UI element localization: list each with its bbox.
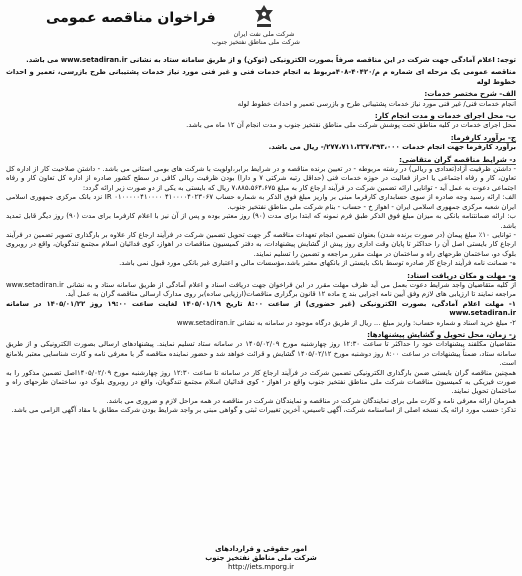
notice-footer bbox=[0, 545, 522, 572]
notice-paragraph: ۲- مبلغ خرید اسناد و شماره حساب: واریز مبلغ ... ریال از طریق درگاه موجود در سامانه به نشانی www.setadiran.ir bbox=[176, 318, 516, 327]
notice-paragraph: همچنین مناقصه گران بایستی ضمن بارگذاری الکترونیکی تضمین شرکت در فرآیند ارجاع کار در سامانه تا ساعت ۱۲:۳۰ روز چهارشنبه مورخ ۱۴۰۵/۰۲/۰۹اصل تضمین مذکور را به صورت فیزیکی به کمیسیون مناقصات شرکت ملی مناطق نفتخیز جنوب واقع در اهواز - کوی فدائیان اسلام مجتمع تندگویان، واقع در روبروی بلوک دو، ساختمان طرحهای راه و ساختمان تحویل نمایند. bbox=[6, 368, 517, 396]
section-heading: ز- زمان، محل تحویل و گشایش پیشنهادها: bbox=[367, 329, 516, 339]
section-heading: و- مهلت و مکان دریافت اسناد: bbox=[407, 270, 516, 280]
notice-paragraph: - داشتن ظرفیت آزاد(تعدادی و ریالی) در رشته مربوطه - در تعیین برنده مناقصه و در شرایط برابر،اولویت با شرکت های بومی استانی می باشد. - داشتن صلاحیت کار از اداره کل تعاون، کار و رفاه اجتماعی یا احراز فعالیت در حوزه خدمات فنی (حداقل رتبه شرکتی ۷ و دارا) بودن ظرفیت ریالی کافی در سطح کشور صادره از اداره کل تعاون کار و رفاه اجتماعی دعوت به عمل آید - توانایی ارائه تضمین شرکت در فرآیند ارجاع کار به مبلغ ۷،۸۸۵،۵۶۴،۶۷۵ ریال که بایستی به یکی از دو صورت زیر ارائه گردد: bbox=[6, 165, 516, 192]
notice-paragraph: متقاضیان مکلفند پیشنهادات خود را حداکثر تا ساعت ۱۲:۳۰ روز چهارشنبه مورخ ۱۴۰۵/۰۲/۰۹ در سامانه ستاد تسلیم نمایند. پیشنهادهای ارسالی بصورت الکترونیکی و از طریق سامانه ستاد، ضمناً پیشنهادات در ساعت ۸:۰۰ روز دوشنبه مورخ ۱۴۰۵/۰۲/۱۲ گشایش و قرائت خواهد شد و حضور نماینده مناقصه گر با معرفی نامه و کارت شناسایی معتبر بلامانع است. bbox=[6, 340, 517, 368]
notice-paragraph: از کلیه متقاضیان واجد شرایط دعوت بعمل می آید ظرف مهلت مقرر در این فراخوان جهت دریافت اسناد و اعلام آمادگی از طریق سامانه ستاد و به نشانی www.setadiran.ir مراجعه نمایند تا ارزیابی های لازم وفق آیین نامه اجرایی بند ج ماده ۱۲ قانون برگزاری مناقصات(ارزیابی ساده)بر روی مدارک ارسالی مناقصه گران به عمل آید. bbox=[6, 280, 516, 299]
section-heading: ب- محل اجرای خدمات و مدت انجام کار: bbox=[374, 111, 516, 121]
logo-caption-1: شرکت ملی نفت ایران bbox=[233, 30, 295, 38]
notice-paragraph: - توانایی ۱۰٪ مبلغ پیمان (در صورت برنده شدن) بعنوان تضمین انجام تعهدات مناقصه گر جهت تحویل تضمین شرکت در فرآیند ارجاع کار علاوه بر بارگذاری تصویر تضمین در فرآیند ارجاع کار بایستی اصل آن را حداکثر تا پایان وقت اداری روز پیش از گشایش پیشنهادات، به دفتر کمیسیون مناقصات در اهواز، کوی فدائیان اسلام مجتمع تندگویان، واقع در روبروی بلوک دو، ساختمان طرحهای راه و ساختمان در مهلت مقرر مراجعه و تضمین را تسلیم نمایند. bbox=[6, 230, 517, 258]
footer-company: شرکت ملی مناطق نفتخیز جنوب bbox=[205, 554, 317, 562]
notice-paragraph: الف: ارائه رسید وجه صادره از سوی حسابداری کارفرما مبنی بر واریز مبلغ فوق الذکر به شماره حساب ۴۱۰۰۰۰۴۰۲۳۰۶۷ IR ۰۱۰۰۰۰۰۴۱۰۰۰۰ نزد بانک مرکزی جمهوری اسلامی ایران شعبه مرکزی جمهوری اسلامی ایران - اهواز خ - حساب - بنام شرکت ملی مناطق نفتخیز جنوب. bbox=[6, 193, 517, 211]
notice-paragraph: برآورد کارفرما جهت انجام خدمات ۲۷۷،۷۱۱،۳۳۷،۳۹۳،۰۰۰/- ریال می باشد. bbox=[268, 143, 516, 152]
logo-caption-2: شرکت ملی مناطق نفتخیز جنوب bbox=[211, 38, 300, 46]
notice-paragraph: انجام خدمات فنی/ غیر فنی مورد نیاز خدمات پشتیبانی طرح و بازرسی تعمیر و احداث خطوط لوله bbox=[237, 99, 516, 108]
notice-paragraph: ۱- مهلت اعلام آمادگی، بصورت الکترونیکی (غیر حضوری) از ساعت ۸:۰۰ تاریخ ۱۴۰۵/۰۱/۱۹ لغایت ساعت ۱۹:۰۰ روز ۱۴۰۵/۰۱/۲۲ در سامانه www.setadiran.ir bbox=[6, 299, 517, 318]
notice-paragraph: ه- ضمانت نامه فرآیند ارجاع کار صادره توسط بانک بایستی از بانکهای معتبر باشد،مؤسسات مالی و اعتباری غیر بانکی مورد قبول نمی باشد. bbox=[119, 259, 516, 268]
notice-paragraph: محل اجرای خدمات در کلیه مناطق تحت پوشش شرکت ملی مناطق نفتخیز جنوب و مدت انجام آن ۱۲ ماه می باشد. bbox=[186, 121, 516, 130]
notice-paragraph: همزمان ارائه معرفی نامه و کارت ملی برای نمایندگان شرکت در مناقصه و نمایندگان شرکت در مناقصه در همه مراحل لازم و ضروری می باشد. bbox=[106, 396, 516, 405]
company-logo bbox=[211, 4, 300, 46]
footer-department: امور حقوقی و قراردادهای bbox=[215, 545, 307, 553]
section-heading: الف- شرح مختصر خدمات: bbox=[424, 89, 516, 99]
notice-body bbox=[6, 56, 516, 416]
notice-paragraph: مناقصه عمومی یک مرحله ای شماره م م/۴۰۴۲۰-۴۰۸مربوط به انجام خدمات فنی و غیر فنی مورد نیاز خدمات پشتیبانی طرح بازرسی، تعمیر و احداث خطوط لوله bbox=[6, 68, 516, 86]
notice-title: فراخوان مناقصه عمومی bbox=[46, 10, 216, 26]
notice-paragraph: توجه: اعلام آمادگی جهت شرکت در این مناقصه صرفاً بصورت الکترونیکی (توکن) و از طریق سامانه ستاد به نشانی www.setadiran.ir می باشد. bbox=[26, 56, 516, 64]
section-heading: د- شرایط مناقصه گران متقاضی: bbox=[399, 154, 516, 164]
section-heading: ج- برآورد کارفرما: bbox=[450, 132, 516, 142]
oil-company-emblem-icon bbox=[251, 4, 277, 30]
footer-website-link[interactable]: http://iets.mporg.ir bbox=[227, 563, 295, 571]
notice-paragraph: ب: ارائه ضمانتنامه بانکی به میزان مبلغ فوق الذکر طبق فرم نمونه که ابتدا برای مدت (۹۰) روز معتبر بوده و پس از آن نیز با اعلام کارفرما برای مدت (۹۰) روز دیگر قابل تمدید باشد. bbox=[6, 212, 517, 230]
notice-header bbox=[6, 4, 516, 56]
notice-paragraph: تذکر: حسب مورد ارائه یک نسخه اصلی از اساسنامه شرکت، آگهی تاسیس، آخرین تغییرات ثبتی و گواهی مبنی بر واجد شرایط بودن شرکت مطابق با مقاد آگهی الزامی می باشد. bbox=[11, 406, 516, 415]
